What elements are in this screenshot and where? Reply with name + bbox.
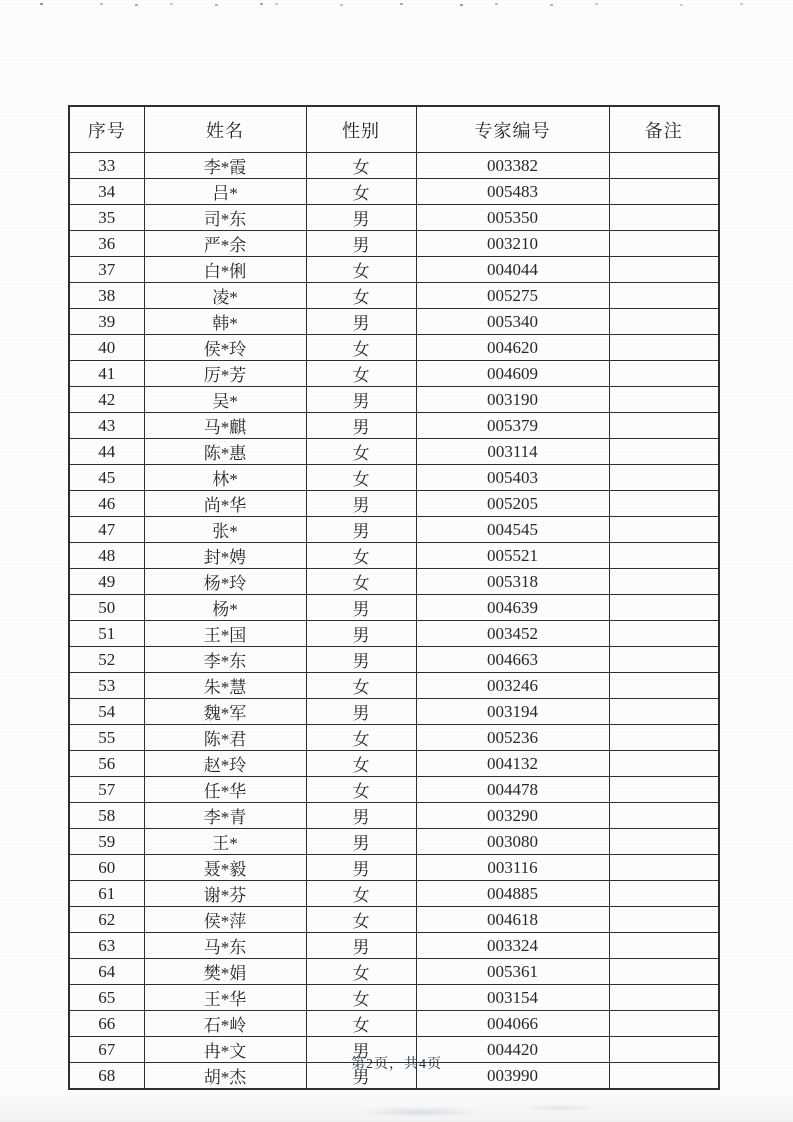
table-cell-gender: 女	[306, 335, 416, 361]
table-cell-expert_id: 005361	[416, 959, 609, 985]
column-header-gender: 性别	[306, 106, 416, 153]
table-cell-gender: 女	[306, 153, 416, 179]
table-cell-gender: 女	[306, 361, 416, 387]
table-cell-gender: 女	[306, 959, 416, 985]
table-cell-gender: 男	[306, 1037, 416, 1063]
table-row	[69, 153, 719, 179]
table-row	[69, 335, 719, 361]
table-cell-gender: 男	[306, 413, 416, 439]
table-cell-gender: 女	[306, 465, 416, 491]
table-row	[69, 595, 719, 621]
table-cell-gender: 男	[306, 1063, 416, 1090]
table-row	[69, 933, 719, 959]
table-cell-expert_id: 003190	[416, 387, 609, 413]
column-header-expert-id: 专家编号	[416, 106, 609, 153]
table-cell-expert_id: 004066	[416, 1011, 609, 1037]
table-cell-expert_id: 005521	[416, 543, 609, 569]
table-cell-no: 42	[69, 387, 144, 413]
table-cell-gender: 男	[306, 491, 416, 517]
table-cell-gender: 女	[306, 179, 416, 205]
table-cell-gender: 女	[306, 777, 416, 803]
table-row	[69, 491, 719, 517]
table-row	[69, 361, 719, 387]
table-cell-name: 封*娉	[144, 543, 306, 569]
table-cell-no: 37	[69, 257, 144, 283]
table-cell-name: 胡*杰	[144, 1063, 306, 1090]
table-cell-expert_id: 005379	[416, 413, 609, 439]
table-cell-remark	[609, 413, 719, 439]
table-cell-expert_id: 003210	[416, 231, 609, 257]
table-cell-remark	[609, 361, 719, 387]
table-cell-remark	[609, 751, 719, 777]
table-row	[69, 1011, 719, 1037]
table-cell-gender: 男	[306, 933, 416, 959]
table-cell-name: 王*	[144, 829, 306, 855]
table-cell-no: 38	[69, 283, 144, 309]
table-cell-gender: 男	[306, 205, 416, 231]
table-cell-gender: 女	[306, 751, 416, 777]
table-cell-name: 林*	[144, 465, 306, 491]
table-cell-gender: 男	[306, 387, 416, 413]
column-header-serial-number: 序号	[69, 106, 144, 153]
table-cell-no: 68	[69, 1063, 144, 1090]
table-cell-remark	[609, 777, 719, 803]
table-cell-remark	[609, 673, 719, 699]
table-cell-no: 49	[69, 569, 144, 595]
table-cell-name: 石*岭	[144, 1011, 306, 1037]
table-header-row	[69, 106, 719, 153]
table-cell-no: 36	[69, 231, 144, 257]
table-cell-remark	[609, 439, 719, 465]
table-cell-no: 40	[69, 335, 144, 361]
table-cell-remark	[609, 231, 719, 257]
column-header-name: 姓名	[144, 106, 306, 153]
table-cell-gender: 女	[306, 1011, 416, 1037]
table-cell-gender: 女	[306, 673, 416, 699]
table-cell-no: 53	[69, 673, 144, 699]
table-cell-gender: 女	[306, 543, 416, 569]
table-cell-expert_id: 004618	[416, 907, 609, 933]
table-cell-expert_id: 003324	[416, 933, 609, 959]
table-row	[69, 465, 719, 491]
table-cell-no: 44	[69, 439, 144, 465]
table-row	[69, 803, 719, 829]
table-cell-name: 赵*玲	[144, 751, 306, 777]
table-cell-no: 46	[69, 491, 144, 517]
table-row	[69, 647, 719, 673]
table-cell-remark	[609, 647, 719, 673]
table-cell-no: 56	[69, 751, 144, 777]
table-cell-remark	[609, 179, 719, 205]
table-row	[69, 543, 719, 569]
table-cell-remark	[609, 153, 719, 179]
table-cell-name: 司*东	[144, 205, 306, 231]
table-cell-remark	[609, 881, 719, 907]
table-cell-name: 吴*	[144, 387, 306, 413]
table-cell-no: 67	[69, 1037, 144, 1063]
table-cell-gender: 女	[306, 257, 416, 283]
table-cell-no: 51	[69, 621, 144, 647]
table-cell-gender: 男	[306, 829, 416, 855]
table-cell-gender: 女	[306, 439, 416, 465]
table-cell-gender: 女	[306, 725, 416, 751]
table-cell-no: 63	[69, 933, 144, 959]
table-row	[69, 413, 719, 439]
table-cell-remark	[609, 959, 719, 985]
table-cell-no: 60	[69, 855, 144, 881]
table-cell-gender: 男	[306, 647, 416, 673]
table-cell-expert_id: 003114	[416, 439, 609, 465]
table-row	[69, 725, 719, 751]
table-cell-remark	[609, 699, 719, 725]
table-cell-expert_id: 004132	[416, 751, 609, 777]
table-row	[69, 569, 719, 595]
table-cell-no: 54	[69, 699, 144, 725]
table-cell-remark	[609, 855, 719, 881]
table-cell-name: 侯*萍	[144, 907, 306, 933]
table-cell-expert_id: 004609	[416, 361, 609, 387]
table-cell-remark	[609, 205, 719, 231]
table-cell-expert_id: 004044	[416, 257, 609, 283]
table-row	[69, 673, 719, 699]
table-cell-no: 43	[69, 413, 144, 439]
table-cell-expert_id: 004545	[416, 517, 609, 543]
table-cell-expert_id: 005205	[416, 491, 609, 517]
scan-noise-top	[40, 3, 43, 5]
table-cell-remark	[609, 387, 719, 413]
table-row	[69, 959, 719, 985]
table-header	[69, 106, 719, 153]
table-row	[69, 517, 719, 543]
table-cell-expert_id: 003382	[416, 153, 609, 179]
table-cell-no: 50	[69, 595, 144, 621]
table-row	[69, 257, 719, 283]
table-row	[69, 751, 719, 777]
table-cell-name: 任*华	[144, 777, 306, 803]
table-cell-no: 35	[69, 205, 144, 231]
table-cell-no: 64	[69, 959, 144, 985]
table-cell-expert_id: 003154	[416, 985, 609, 1011]
table-cell-no: 55	[69, 725, 144, 751]
table-cell-remark	[609, 829, 719, 855]
table-cell-no: 41	[69, 361, 144, 387]
table-cell-no: 59	[69, 829, 144, 855]
table-cell-remark	[609, 595, 719, 621]
table-cell-name: 韩*	[144, 309, 306, 335]
table-cell-remark	[609, 491, 719, 517]
table-cell-no: 52	[69, 647, 144, 673]
table-cell-expert_id: 003194	[416, 699, 609, 725]
table-cell-name: 王*华	[144, 985, 306, 1011]
table-cell-remark	[609, 985, 719, 1011]
table-cell-expert_id: 005236	[416, 725, 609, 751]
table-cell-expert_id: 005318	[416, 569, 609, 595]
table-cell-name: 朱*慧	[144, 673, 306, 699]
table-row	[69, 699, 719, 725]
expert-list-table	[68, 105, 720, 1090]
table-cell-expert_id: 003080	[416, 829, 609, 855]
table-cell-name: 王*国	[144, 621, 306, 647]
table-cell-name: 谢*芬	[144, 881, 306, 907]
column-header-remark: 备注	[609, 106, 719, 153]
table-cell-gender: 女	[306, 907, 416, 933]
scan-noise-bottom	[0, 1088, 793, 1122]
table-cell-gender: 男	[306, 309, 416, 335]
page-number-footer: 第2页，共4页	[351, 1057, 442, 1072]
table-cell-name: 李*青	[144, 803, 306, 829]
table-cell-no: 62	[69, 907, 144, 933]
table-cell-expert_id: 003290	[416, 803, 609, 829]
table-cell-no: 61	[69, 881, 144, 907]
table-cell-no: 66	[69, 1011, 144, 1037]
table-cell-no: 45	[69, 465, 144, 491]
table-cell-name: 凌*	[144, 283, 306, 309]
table-cell-name: 樊*娟	[144, 959, 306, 985]
table-row	[69, 829, 719, 855]
table-row	[69, 283, 719, 309]
table-cell-remark	[609, 335, 719, 361]
table-cell-gender: 男	[306, 855, 416, 881]
table-cell-name: 马*麒	[144, 413, 306, 439]
table-cell-expert_id: 004639	[416, 595, 609, 621]
table-cell-name: 张*	[144, 517, 306, 543]
table-cell-name: 侯*玲	[144, 335, 306, 361]
table-row	[69, 205, 719, 231]
table-row	[69, 621, 719, 647]
table-row	[69, 387, 719, 413]
table-cell-remark	[609, 283, 719, 309]
table-cell-name: 聂*毅	[144, 855, 306, 881]
table-cell-gender: 男	[306, 231, 416, 257]
table-cell-expert_id: 005350	[416, 205, 609, 231]
table-cell-expert_id: 005275	[416, 283, 609, 309]
table-cell-gender: 男	[306, 621, 416, 647]
table-cell-remark	[609, 569, 719, 595]
table-cell-no: 58	[69, 803, 144, 829]
table-cell-no: 33	[69, 153, 144, 179]
table-cell-name: 严*余	[144, 231, 306, 257]
table-cell-expert_id: 005483	[416, 179, 609, 205]
table-cell-expert_id: 003452	[416, 621, 609, 647]
table-cell-gender: 男	[306, 595, 416, 621]
table-cell-name: 杨*玲	[144, 569, 306, 595]
table-cell-expert_id: 004420	[416, 1037, 609, 1063]
table-row	[69, 179, 719, 205]
table-cell-no: 65	[69, 985, 144, 1011]
table-row	[69, 985, 719, 1011]
table-row	[69, 439, 719, 465]
table-cell-remark	[609, 907, 719, 933]
table-cell-remark	[609, 725, 719, 751]
table-cell-remark	[609, 803, 719, 829]
table-cell-gender: 男	[306, 699, 416, 725]
table-cell-gender: 男	[306, 803, 416, 829]
table-cell-expert_id: 005340	[416, 309, 609, 335]
table-cell-no: 48	[69, 543, 144, 569]
table-cell-expert_id: 004663	[416, 647, 609, 673]
table-cell-remark	[609, 465, 719, 491]
table-row	[69, 907, 719, 933]
table-cell-name: 吕*	[144, 179, 306, 205]
table-cell-expert_id: 003246	[416, 673, 609, 699]
table-cell-no: 39	[69, 309, 144, 335]
table-cell-remark	[609, 543, 719, 569]
table-cell-name: 陈*君	[144, 725, 306, 751]
table-row	[69, 881, 719, 907]
table-cell-name: 白*俐	[144, 257, 306, 283]
table-cell-remark	[609, 933, 719, 959]
table-row	[69, 309, 719, 335]
table-cell-expert_id: 004478	[416, 777, 609, 803]
table-cell-expert_id: 003116	[416, 855, 609, 881]
table-cell-gender: 女	[306, 985, 416, 1011]
table-cell-remark	[609, 1011, 719, 1037]
table-cell-name: 李*东	[144, 647, 306, 673]
table-row	[69, 231, 719, 257]
table-cell-expert_id: 003990	[416, 1063, 609, 1090]
table-cell-remark	[609, 309, 719, 335]
table-cell-remark	[609, 517, 719, 543]
table-cell-gender: 女	[306, 283, 416, 309]
table-cell-gender: 女	[306, 881, 416, 907]
table-cell-name: 尚*华	[144, 491, 306, 517]
table-cell-name: 李*霞	[144, 153, 306, 179]
table-cell-name: 厉*芳	[144, 361, 306, 387]
table-cell-name: 冉*文	[144, 1037, 306, 1063]
table-cell-no: 34	[69, 179, 144, 205]
table-cell-remark	[609, 257, 719, 283]
table-cell-name: 杨*	[144, 595, 306, 621]
table-cell-gender: 女	[306, 569, 416, 595]
table-cell-no: 57	[69, 777, 144, 803]
table-body	[69, 153, 719, 1090]
table-cell-name: 陈*惠	[144, 439, 306, 465]
table-cell-expert_id: 005403	[416, 465, 609, 491]
table-cell-expert_id: 004885	[416, 881, 609, 907]
table-cell-name: 马*东	[144, 933, 306, 959]
table-row	[69, 855, 719, 881]
table-row	[69, 777, 719, 803]
table-cell-expert_id: 004620	[416, 335, 609, 361]
table-cell-name: 魏*军	[144, 699, 306, 725]
table-cell-remark	[609, 621, 719, 647]
table-cell-gender: 男	[306, 517, 416, 543]
table-cell-no: 47	[69, 517, 144, 543]
